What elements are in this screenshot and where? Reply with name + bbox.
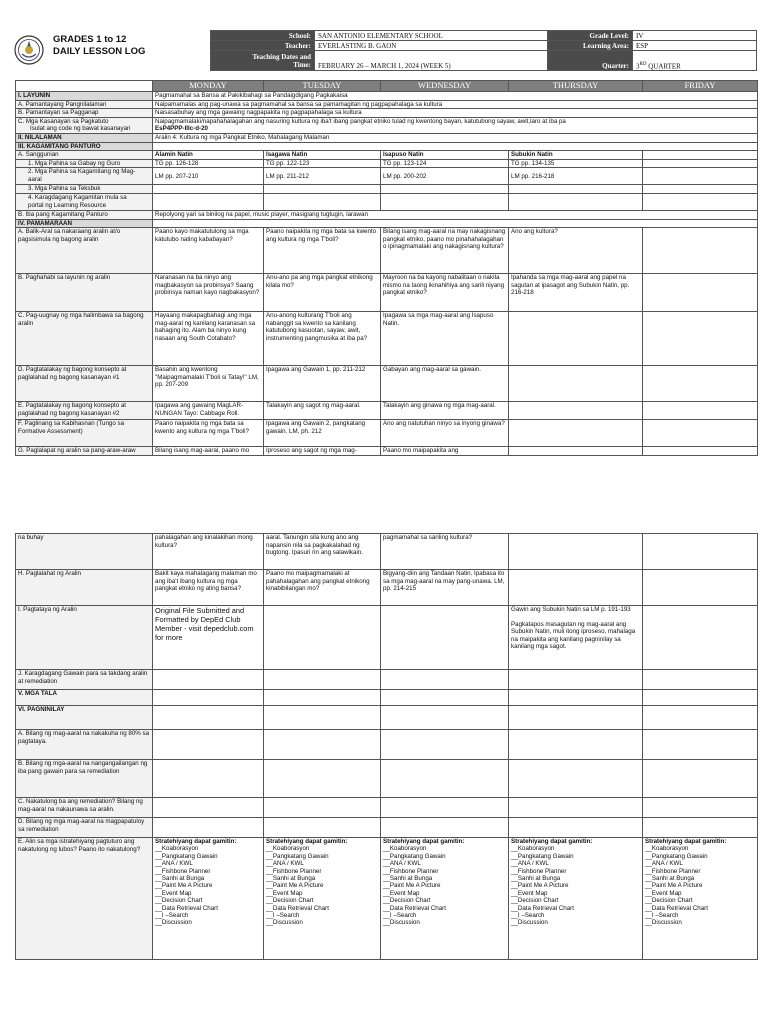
layunin-value: Pagmamahal sa Bansa at Pakikibahagi sa Pandaigdigang Pagkakaisa — [153, 92, 758, 101]
wed-strategies: Stratehiyang dapat gamitin: __Koaborasyon __Pangkatang Gawain __ANA / KWL __Fishbone Planner __Sanhi at Bunga __Paint Me A Picture __Event Map __Decision Chart __Data Retrieval Chart __I –Search __Discussion — [381, 838, 509, 960]
label-sanggunian: A. Sanggunian — [16, 151, 153, 160]
strategy-option[interactable]: __Koaborasyon — [266, 845, 310, 853]
label-paglalapat-cont: na buhay — [16, 534, 153, 570]
label-pagtataya: I. Pagtataya ng Aralin — [16, 606, 153, 670]
section-kagamitan: III. KAGAMITANG PANTURO — [16, 142, 153, 151]
tue-paglinang: Ipagawa ang Gawain 2, pangkatang gawain. LM, ph. 212 — [264, 420, 381, 447]
tue-pagtatalakay-2: Talakayin ang sagot ng mag-aaral. — [264, 402, 381, 420]
strategy-option[interactable]: __Discussion — [511, 919, 548, 927]
strategy-option[interactable]: __Event Map — [155, 889, 192, 897]
strategy-option[interactable]: __Pangkatang Gawain — [266, 852, 329, 860]
strategy-option[interactable]: __Sanhi at Bunga — [383, 875, 433, 883]
tue-strategies: Stratehiyang dapat gamitin: __Koaborasyon __Pangkatang Gawain __ANA / KWL __Fishbone Planner __Sanhi at Bunga __Paint Me A Picture __Event Map __Decision Chart __Data Retrieval Chart __I –Search __Discussion — [264, 838, 381, 960]
section-pagninilay: VI. PAGNINILAY — [16, 706, 153, 730]
form-title — [53, 34, 145, 58]
tue-isagawa: Isagawa Natin — [264, 151, 381, 160]
value-iba-pang-kagamitan: Repolyong yari sa binilog na papel, music player, masiglang tugtugin, larawan — [153, 210, 758, 219]
wed-paglalapat: Paano mo maipapakita ang — [381, 447, 509, 456]
nilalaman-value: Aralin 4: Kultura ng mga Pangkat Etniko, Mahalagang Malaman — [153, 133, 758, 142]
mon-paglalapat-cont: pahalagahan ang kinalakihan mong kultura? — [153, 534, 264, 570]
strategy-option[interactable]: __I –Search — [383, 912, 417, 920]
mon-balik-aral: Paano kayo makatutulong sa mga katutubo nating kababayan? — [153, 228, 264, 274]
tue-lm: LM pp. 211-212 — [264, 168, 381, 185]
wed-balik-aral: Bilang isang mag-aaral na may nakagisnang pangkat etniko, paano mo pinahahalagahan o ipinagmamalaki ang nakagisnang kultura? — [381, 228, 509, 274]
strategy-option[interactable]: __ANA / KWL — [645, 860, 683, 868]
label-istratehiya: E. Alin sa mga istratehiyang pagtuturo ang nakatulong ng lubos? Paano ito nakatulong? — [16, 838, 153, 960]
label-remediation-help: C. Nakatulong ba ang remediation? Bilang ng mag-aaral na nakaunawa sa aralin. — [16, 798, 153, 818]
strategy-option[interactable]: __Data Retrieval Chart — [645, 904, 708, 912]
label-pagtatalakay-2: E. Pagtatalakay ng bagong konsepto at paglalahad ng bagong kasanayan #2 — [16, 402, 153, 420]
wed-tg: TG pp. 123-124 — [381, 159, 509, 168]
strategy-option[interactable]: __Paint Me A Picture — [383, 882, 441, 890]
label-paglinang: F. Paglinang sa Kabihasnan (Tungo sa Formative Assessment) — [16, 420, 153, 447]
thu-lm: LM pp. 216-218 — [509, 168, 643, 185]
label-remediation-need: B. Bilang ng mga-aaral na nangangailangan ng iba pang gawain para sa remediation — [16, 760, 153, 798]
tue-balik-aral: Paano naipakita ng mga bata sa kwento ang kultura ng mga T'boli? — [264, 228, 381, 274]
tue-paglalapat: Iproseso ang sagot ng mga mag- — [264, 447, 381, 456]
area-value: ESP — [633, 41, 757, 51]
tue-tg: TG pp. 122-123 — [264, 159, 381, 168]
strategy-option[interactable]: __Event Map — [266, 889, 303, 897]
wed-paglinang: Ano ang natutuhan ninyo sa inyong ginawa? — [381, 420, 509, 447]
strategy-option[interactable]: __Fishbone Planner — [266, 867, 322, 875]
label-kagamitang-mag-aaral: 2. Mga Pahina sa Kagamitang ng Mag- aaral — [16, 168, 153, 185]
mon-strategies: Stratehiyang dapat gamitin: __Koaborasyon __Pangkatang Gawain __ANA / KWL __Fishbone Planner __Sanhi at Bunga __Paint Me A Picture __Event Map __Decision Chart __Data Retrieval Chart __I –Search __Discussion — [153, 838, 264, 960]
strategy-option[interactable]: __Data Retrieval Chart — [511, 904, 574, 912]
strategy-option[interactable]: __ANA / KWL — [383, 860, 421, 868]
label-pagtatalakay-1: D. Pagtatalakay ng bagong konsepto at paglalahad ng bagong kasanayan #1 — [16, 366, 153, 402]
strategy-option[interactable]: __Koaborasyon — [155, 845, 199, 853]
section-mga-tala: V. MGA TALA — [16, 690, 153, 706]
label-paglalapat: G. Paglalapat ng aralin sa pang-araw-araw — [16, 447, 153, 456]
thu-pagtataya: Gawin ang Subukin Natin sa LM p. 191-193 Pagkatapos masagutan ng mag-aaral ang Subukin Natin, muli itong iproseso, mahalaga na maipakita ang kanilang pagninilay sa kanilang mga sagot. — [509, 606, 643, 670]
mon-pag-uugnay: Hayaang makapagbahagi ang mga mag-aaral ng kanilang karanasan sa bahaging ito. Alam ba ninyo kung nasaan ang South Cotabato? — [153, 312, 264, 366]
mon-alamin: Alamin Natin — [153, 151, 264, 160]
dates-label: Teaching Dates and Time: — [211, 51, 315, 71]
lesson-log-table-page1 — [15, 80, 758, 456]
wed-pagtatalakay-2: Talakayin ang ginawa ng mga mag-aaral. — [381, 402, 509, 420]
strategy-option[interactable]: __Paint Me A Picture — [645, 882, 703, 890]
tue-paglalahat: Paano mo maipagmamalaki at pahahalagahan ang pangkat etnikong kinabibilangan mo? — [264, 570, 381, 606]
label-paglalahat: H. Paglalahat ng Aralin — [16, 570, 153, 606]
strategy-option[interactable]: __I –Search — [266, 912, 300, 920]
strategy-option[interactable]: __Decision Chart — [266, 897, 314, 905]
label-pag-uugnay: C. Pag-uugnay ng mga halimbawa sa bagong aralin — [16, 312, 153, 366]
mon-paglalapat: Bilang isang mag-aaral, paano mo — [153, 447, 264, 456]
teacher-label: Teacher: — [211, 41, 315, 51]
grade-label: Grade Level: — [548, 31, 633, 41]
strategy-option[interactable]: __Event Map — [511, 889, 548, 897]
label-teksbuk: 3. Mga Pahina sa Teksbuk — [16, 185, 153, 194]
tue-pagtatalakay-1: Ipagawa ang Gawain 1, pp. 211-212 — [264, 366, 381, 402]
strategy-option[interactable]: __Sanhi at Bunga — [155, 875, 205, 883]
wed-pag-uugnay: Ipagawa sa mga mag-aaral ang Isapuso Natin. — [381, 312, 509, 366]
strategy-option[interactable]: __ANA / KWL — [155, 860, 193, 868]
strategy-option[interactable]: __Data Retrieval Chart — [266, 904, 329, 912]
mon-pagtataya-note: Original File Submitted and Formatted by DepEd Club Member - visit depedclub.com for more — [153, 606, 264, 670]
quarter-value: 3RD QUARTER — [633, 51, 757, 71]
wed-pagtatalakay-1: Gabayan ang mag-aaral sa gawain. — [381, 366, 509, 402]
strategy-option[interactable]: __Fishbone Planner — [645, 867, 701, 875]
strategy-option[interactable]: __Decision Chart — [511, 897, 559, 905]
strategy-option[interactable]: __Pangkatang Gawain — [383, 852, 446, 860]
day-monday: MONDAY — [153, 81, 264, 92]
quarter-label: Quarter: — [548, 51, 633, 71]
value-pamantayang-pangnilalaman: Naipamamalas ang pag-unawa sa pagmamahal sa bansa sa pamamagitan ng pagpapahalaga sa kultura — [153, 100, 758, 109]
strategy-option[interactable]: __Sanhi at Bunga — [645, 875, 695, 883]
strategy-option[interactable]: __Paint Me A Picture — [266, 882, 324, 890]
section-pamamaraan: IV. PAMAMARAAN — [16, 219, 153, 228]
label-paghahabi: B. Paghahabi sa layunin ng aralin — [16, 274, 153, 312]
tue-paghahabi: Anu-ano pa ang mga pangkat etnikong kilala mo? — [264, 274, 381, 312]
label-bilang-80: A. Bilang ng mag-aaral na nakakuha ng 80% sa pagtataya. — [16, 730, 153, 760]
mon-pagtatalakay-1: Basahin ang kwentong "Maipagmamalaki T'boli si Tatay!" LM, pp. 207-209 — [153, 366, 264, 402]
label-kasanayan: C. Mga Kasanayan sa Pagkatuto Isulat ang code ng bawat kasanayan — [16, 117, 153, 133]
wed-isapuso: Isapuso Natin — [381, 151, 509, 160]
strategy-option[interactable]: __Sanhi at Bunga — [266, 875, 316, 883]
title-line1: GRADES 1 to 12 — [53, 34, 127, 45]
mon-pagtatalakay-2: Ipagawa ang gawaing MagLAR-NUNGAN Tayo: Cabbage Roll. — [153, 402, 264, 420]
strategy-option[interactable]: __Discussion — [383, 919, 420, 927]
wed-lm: LM pp. 200-202 — [381, 168, 509, 185]
strategy-option[interactable]: __Sanhi at Bunga — [511, 875, 561, 883]
dates-value: FEBRUARY 26 – MARCH 1, 2024 (WEEK 5) — [315, 51, 548, 71]
title-line2: DAILY LESSON LOG — [53, 46, 146, 57]
section-layunin: I. LAYUNIN — [16, 92, 153, 101]
strategy-option[interactable]: __Event Map — [645, 889, 682, 897]
mon-tg: TG pp. 126-128 — [153, 159, 264, 168]
label-pamantayang-pangnilalaman: A. Pamantayang Pangnilalaman — [16, 100, 153, 109]
label-karagdagang-gawain: J. Karagdagang Gawain para sa takdang aralin at remediation — [16, 670, 153, 690]
strategy-option[interactable]: __ANA / KWL — [511, 860, 549, 868]
strategy-option[interactable]: __Koaborasyon — [383, 845, 427, 853]
strategy-option[interactable]: __Pangkatang Gawain — [155, 852, 218, 860]
strategy-option[interactable]: __I –Search — [155, 912, 189, 920]
strategy-option[interactable]: __Event Map — [383, 889, 420, 897]
section-nilalaman: II. NILALAMAN — [16, 133, 153, 142]
mon-paglalahat: Bakit kaya mahalagang malaman mo ang iba't ibang kultura ng mga pangkat etniko ng ating bansa? — [153, 570, 264, 606]
label-karagdagang-kagamitan: 4. Karagdagang Kagamitan mula sa portal ng Learning Resource — [16, 193, 153, 210]
mon-paghahabi: Naranasan na ba ninyo ang magbakasyon sa probinsya? Saang probinsya naman kayo nagbakasyon? — [153, 274, 264, 312]
deped-seal-logo — [14, 35, 44, 65]
day-tuesday: TUESDAY — [264, 81, 381, 92]
thu-tg: TG pp. 134-135 — [509, 159, 643, 168]
value-pamantayan-pagganap: Naisasabuhay ang mga gawaing nagpapakita ng pagpapahalaga sa kultura — [153, 109, 758, 118]
strategy-option[interactable]: __Fishbone Planner — [511, 867, 567, 875]
strategy-option[interactable]: __Pangkatang Gawain — [511, 852, 574, 860]
school-label: School: — [211, 31, 315, 41]
grade-value: IV — [633, 31, 757, 41]
strategy-option[interactable]: __Data Retrieval Chart — [155, 904, 218, 912]
strategy-option[interactable]: __Decision Chart — [383, 897, 431, 905]
wed-paglalapat-cont: pagmamahal sa sariling kultura? — [381, 534, 509, 570]
strategy-option[interactable]: __Fishbone Planner — [383, 867, 439, 875]
strategy-option[interactable]: __Discussion — [645, 919, 682, 927]
thu-balik-aral: Ano ang kultura? — [509, 228, 643, 274]
tue-pag-uugnay: Anu-anong kulturang T'boli ang nabanggit sa kwento sa kanilang katutubong kasuotan, sayaw, awit, instrumenting pangmusika at iba pa? — [264, 312, 381, 366]
school-value: SAN ANTONIO ELEMENTARY SCHOOL — [315, 31, 548, 41]
strategy-option[interactable]: __Pangkatang Gawain — [645, 852, 708, 860]
label-gabay-guro: 1. Mga Pahina sa Gabay ng Guro — [16, 159, 153, 168]
strategy-option[interactable]: __Decision Chart — [645, 897, 693, 905]
strategy-option[interactable]: __Data Retrieval Chart — [383, 904, 446, 912]
strategy-option[interactable]: __Paint Me A Picture — [511, 882, 569, 890]
lesson-log-table-page2 — [15, 533, 758, 960]
strategy-option[interactable]: __Paint Me A Picture — [155, 882, 213, 890]
day-friday: FRIDAY — [643, 81, 758, 92]
label-pamantayan-pagganap: B. Pamantayan sa Pagganap — [16, 109, 153, 118]
strategy-option[interactable]: __ANA / KWL — [266, 860, 304, 868]
thu-paghahabi: Ipahanda sa mga mag-aaral ang papel na sagutan at ipasagot ang Subukin Natin, pp. 216-218 — [509, 274, 643, 312]
strategy-option[interactable]: __Koaborasyon — [511, 845, 555, 853]
strategy-option[interactable]: __I –Search — [645, 912, 679, 920]
day-thursday: THURSDAY — [509, 81, 643, 92]
strategy-option[interactable]: __Discussion — [155, 919, 192, 927]
mon-lm: LM pp. 207-210 — [153, 168, 264, 185]
header-info-table — [210, 30, 757, 71]
wed-paghahabi: Mayroon na ba kayong nabalitaan o nakita mismo na taong ikinahihiya ang sarili niyang pangkat etniko? — [381, 274, 509, 312]
label-balik-aral: A. Balik-Aral sa nakaraang aralin at/o pagsisimula ng bagong aralin — [16, 228, 153, 274]
thu-strategies: Stratehiyang dapat gamitin: __Koaborasyon __Pangkatang Gawain __ANA / KWL __Fishbone Planner __Sanhi at Bunga __Paint Me A Picture __Event Map __Decision Chart __Data Retrieval Chart __I –Search __Discussion — [509, 838, 643, 960]
strategy-option[interactable]: __I –Search — [511, 912, 545, 920]
tue-paglalapat-cont: aaral. Tanungin sila kung ano ang napansin nila sa pagkakalahad ng bugtong. Ipasuri rin ang salawikain. — [264, 534, 381, 570]
thu-subukin: Subukin Natin — [509, 151, 643, 160]
strategy-option[interactable]: __Decision Chart — [155, 897, 203, 905]
competency-code: EsP4PPP-IIIc-d-20 — [155, 125, 208, 133]
strategy-option[interactable]: __Discussion — [266, 919, 303, 927]
strategy-option[interactable]: __Fishbone Planner — [155, 867, 211, 875]
value-kasanayan: Naipagmamalaki/napahahalagahan ang nasuring kultura ng iba't ibang pangkat etniko tulad ng kwentong bayan, katutubong sayaw, awit,laro at iba pa EsP4PPP-IIIc-d-20 — [153, 117, 758, 133]
area-label: Learning Area: — [548, 41, 633, 51]
label-iba-pang-kagamitan: B. Iba pang Kagamitang Panturo — [16, 210, 153, 219]
teacher-value: EVERLASTING B. GAON — [315, 41, 548, 51]
label-remediation-continue: D. Bilang ng mga mag-aaral na magpapatuloy sa remediation — [16, 818, 153, 838]
day-wednesday: WEDNESDAY — [381, 81, 509, 92]
mon-paglinang: Paano naipakita ng mga bata sa kwento ang kultura ng mga T'boli? — [153, 420, 264, 447]
wed-paglalahat: Bigyang-diin ang Tandaan Natin. Ipabasa ito sa mga mag-aaral na may pang-unawa. LM, pp. 214-215 — [381, 570, 509, 606]
strategy-option[interactable]: __Koaborasyon — [645, 845, 689, 853]
fri-strategies: Stratehiyang dapat gamitin: __Koaborasyon __Pangkatang Gawain __ANA / KWL __Fishbone Planner __Sanhi at Bunga __Paint Me A Picture __Event Map __Decision Chart __Data Retrieval Chart __I –Search __Discussion — [643, 838, 758, 960]
